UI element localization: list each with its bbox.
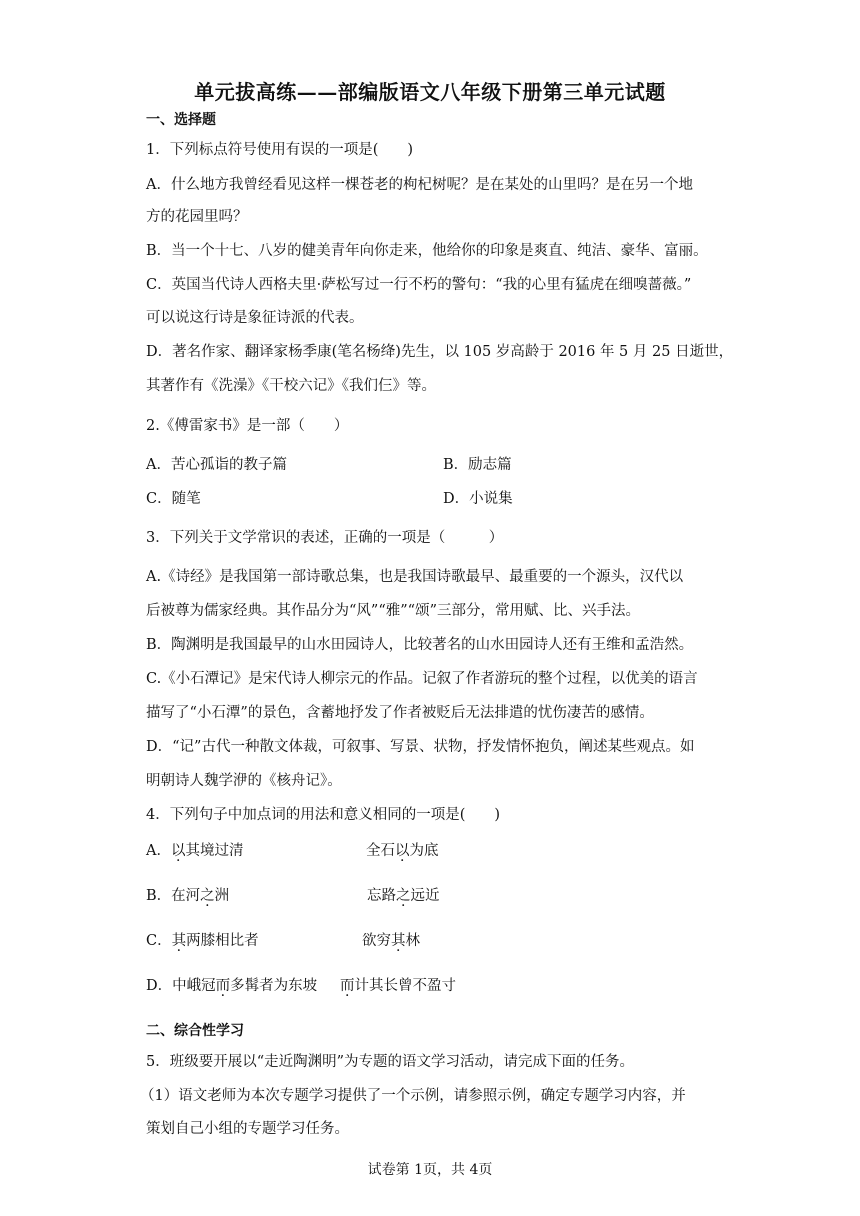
question-4-option-b-left (146, 886, 229, 906)
dotted-word: 以 (395, 843, 410, 859)
dotted-word: 而 (340, 978, 355, 994)
dotted-word: 其 (391, 933, 406, 949)
question-4-option-b-right (367, 886, 440, 906)
question-4-option-a-right (366, 841, 439, 861)
option-text: 忘路 (367, 888, 396, 904)
question-1-option-c-cont: 可以说这行诗是象征诗派的代表。 (146, 310, 364, 326)
option-text: 为底 (409, 843, 439, 859)
question-1-option-d-cont: 其著作有《洗澡》《干校六记》《我们仨》等。 (146, 378, 436, 394)
question-3-option-d-cont: 明朝诗人魏学洢的《核舟记》。 (146, 773, 342, 789)
option-text: 多髯者为东坡 (230, 978, 318, 994)
question-2-option-c: C．随笔 (146, 491, 201, 507)
option-text: 林 (405, 933, 420, 949)
option-text: 全石 (366, 843, 395, 859)
question-1-option-a-cont: 方的花园里吗？ (146, 209, 248, 225)
option-text: 洲 (214, 888, 230, 904)
question-1-option-d: D．著名作家、翻译家杨季康(笔名杨绛)先生，以 105 岁高龄于 2016 年 5 月 25 日逝世， (146, 344, 734, 360)
question-3-option-d: D．“记”古代一种散文体裁，可叙事、写景、状物，抒发情怀抱负，阐述某些观点。如 (146, 739, 695, 755)
option-text: 远近 (410, 888, 440, 904)
question-1-option-b: B．当一个十七、八岁的健美青年向你走来，他给你的印象是爽直、纯洁、豪华、富丽。 (146, 243, 708, 259)
dotted-word: 之 (396, 888, 411, 904)
question-3-option-b: B．陶渊明是我国最早的山水田园诗人，比较著名的山水田园诗人还有王维和孟浩然。 (146, 637, 694, 653)
question-2-option-d: D．小说集 (443, 491, 513, 507)
question-4-option-c-right (362, 931, 420, 951)
option-text: 其境过清 (185, 843, 244, 859)
question-5-stem: 5．班级要开展以“走近陶渊明”为专题的语文学习活动，请完成下面的任务。 (146, 1054, 635, 1070)
question-5-part-1-cont: 策划自己小组的专题学习任务。 (146, 1121, 349, 1137)
question-3-stem: 3．下列关于文学常识的表述，正确的一项是（ ） (146, 530, 504, 546)
question-2-option-a: A．苦心孤诣的教子篇 (146, 457, 287, 473)
question-2-stem: 2.《傅雷家书》是一部（ ） (146, 418, 349, 434)
question-2-option-b: B．励志篇 (443, 457, 512, 473)
dotted-word: 以 (170, 843, 186, 859)
section-heading-integrated: 二、综合性学习 (146, 1023, 244, 1039)
section-heading-choice: 一、选择题 (146, 112, 216, 128)
option-label: A． (146, 843, 171, 859)
question-1-option-c: C．英国当代诗人西格夫里·萨松写过一行不朽的警句：“我的心里有猛虎在细嗅蔷薇。” (146, 277, 692, 293)
question-4-option-c-left (146, 931, 259, 951)
question-4-option-a-left (146, 841, 243, 861)
question-4-stem: 4．下列句子中加点词的用法和意义相同的一项是( ) (146, 807, 501, 823)
question-1-stem: 1．下列标点符号使用有误的一项是( ) (146, 142, 414, 158)
option-text: 欲穷 (362, 933, 391, 949)
question-3-option-c-cont: 描写了“小石潭”的景色，含蓄地抒发了作者被贬后无法排遣的忧伤凄苦的感情。 (146, 705, 654, 721)
page-title: 单元拔高练——部编版语文八年级下册第三单元试题 (194, 80, 666, 104)
dotted-word: 而 (215, 978, 231, 994)
option-label: D．中峨冠 (146, 978, 216, 994)
question-5-part-1: （1）语文老师为本次专题学习提供了一个示例，请参照示例，确定专题学习内容，并 (140, 1088, 686, 1104)
option-label: C． (146, 933, 172, 949)
dotted-word: 之 (200, 888, 215, 904)
question-3-option-a: A.《诗经》是我国第一部诗歌总集，也是我国诗歌最早、最重要的一个源头，汉代以 (146, 569, 684, 585)
option-text: 两膝相比者 (186, 933, 259, 949)
question-4-option-d-right (340, 976, 456, 996)
page-footer: 试卷第 1页，共 4页 (367, 1162, 493, 1178)
dotted-word: 其 (171, 933, 187, 949)
option-label: B．在河 (146, 888, 201, 904)
option-text: 计其长曾不盈寸 (354, 978, 456, 994)
question-4-option-d-left (146, 976, 317, 996)
question-3-option-a-cont: 后被尊为儒家经典。其作品分为“风”“雅”“颂”三部分，常用赋、比、兴手法。 (146, 603, 640, 619)
question-1-option-a: A．什么地方我曾经看见这样一棵苍老的枸杞树呢？是在某处的山里吗？是在另一个地 (146, 177, 693, 193)
question-3-option-c: C.《小石潭记》是宋代诗人柳宗元的作品。记叙了作者游玩的整个过程，以优美的语言 (146, 671, 698, 687)
